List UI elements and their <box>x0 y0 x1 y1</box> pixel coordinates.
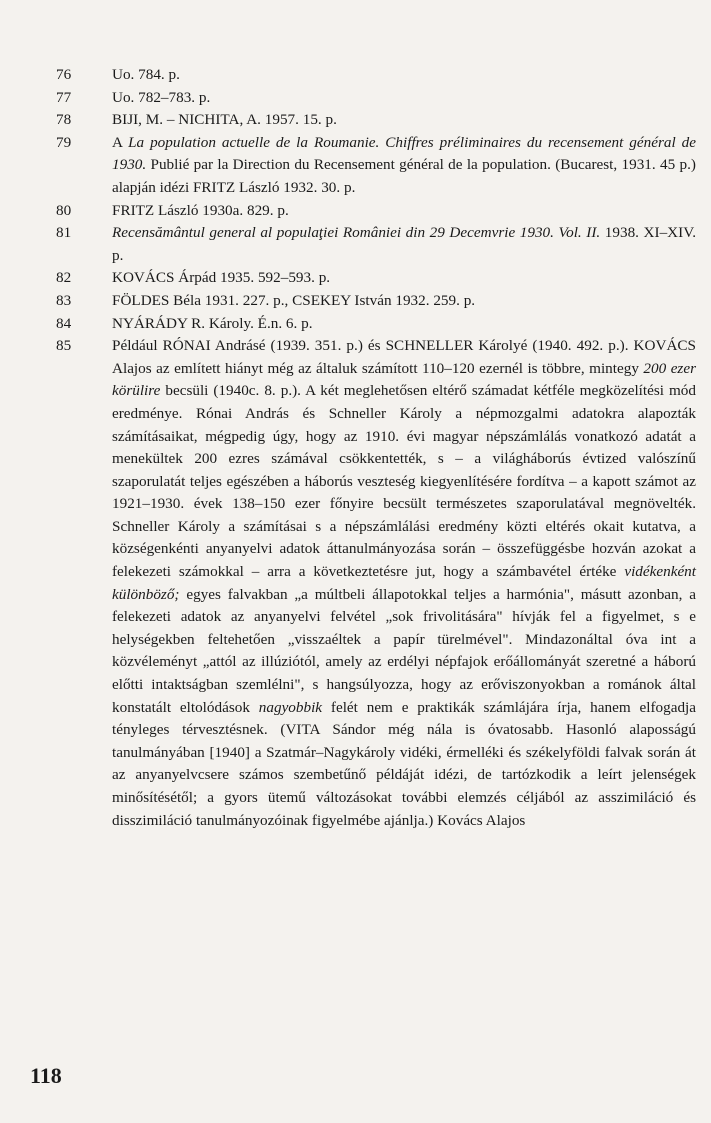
footnote-text <box>112 132 696 200</box>
footnote-85 <box>56 335 696 832</box>
footnote-italic-text: La population actuelle de la Roumanie. Chiffres préliminaires du recensement général de 1930. <box>112 133 696 174</box>
footnote-text-run: Publié par la Direction du Recensement général de la population. (Bucarest, 1931. 45 p.) alapján idézi FRITZ László 1932. 30. p. <box>112 156 696 196</box>
footnote-number: 82 <box>56 269 72 287</box>
footnote-84 <box>56 313 696 336</box>
footnote-italic-text: vidékenként különböző; <box>112 563 696 603</box>
footnote-text-run: Uo. 782–783. p. <box>112 88 211 106</box>
footnote-number: 83 <box>56 291 72 309</box>
footnote-number: 80 <box>56 201 72 219</box>
footnote-76 <box>56 64 696 87</box>
footnote-text <box>112 64 696 87</box>
footnote-text <box>112 222 696 267</box>
footnote-text <box>112 109 696 132</box>
footnote-text <box>112 335 696 832</box>
footnotes-list <box>56 64 696 832</box>
footnote-text-run: becsüli (1940c. 8. p.). A két meglehetősen eltérő számadat kétféle megközelítési mód eredménye. Rónai András és Schneller Károly a népmozgalmi adatokra alapozták számításaikat, mégpedig úgy, hogy az 1910. évi magyar népszámlálás vonatkozó adatát a menekültek 200 ezres számával csökkentették, s – a világháborús évtized valószínű szaporulatát teljes egészében a háborús veszteség kiegyenlítésére fordítva – a kapott számot az 1921–1930. évek 138–150 ezer főnyire becsült természetes szaporulatával megnövelték. Schneller Károly a számításai s a népszámlálási eredmény közti eltérés okait kutatva, a községenkénti anyanyelvi adatok áttanulmányozása során – összefüggésbe hozván azokat a felekezeti számokkal – arra a következtetésre jut, hogy a számbavétel értéke <box>112 382 696 581</box>
footnote-text-run: KOVÁCS Árpád 1935. 592–593. p. <box>112 269 331 287</box>
footnote-81 <box>56 222 696 267</box>
footnote-text-run: Uo. 784. p. <box>112 66 180 83</box>
footnote-text <box>112 267 696 290</box>
footnote-text <box>112 200 696 223</box>
footnote-text-run: BIJI, M. – NICHITA, A. 1957. 15. p. <box>112 111 337 129</box>
footnote-83 <box>56 290 696 313</box>
footnote-text-run: Például RÓNAI Andrásé (1939. 351. p.) és SCHNELLER Károlyé (1940. 492. p.). KOVÁCS Alajos az említett hiányt még az általuk számított 110–120 ezernél is többre, mintegy <box>112 337 696 377</box>
footnote-78 <box>56 109 696 132</box>
footnote-80 <box>56 200 696 223</box>
footnote-79 <box>56 132 696 200</box>
footnote-italic-text: 200 ezer körülire <box>112 359 696 400</box>
footnote-text-run: FÖLDES Béla 1931. 227. p., CSEKEY István 1932. 259. p. <box>112 291 476 309</box>
footnote-italic-text: Recensământul general al populaţiei României din 29 Decemvrie 1930. Vol. II. <box>112 224 601 242</box>
footnote-text-run: 1938. XI–XIV. p. <box>112 224 696 264</box>
footnote-text-run: egyes falvakban „a múltbeli állapotokkal teljes a harmónia", másutt azonban, a felekezeti adatok az anyanyelvi felvétel „sok frivolitására" hívják fel a figyelmet, s e helységekben feltehetően „visszaéltek a papír türelmével". Mindazonáltal óva int a közvéleményt „attól az illúziótól, amely az erdélyi népfajok erőállományát szeretné a háború előtti intaktságban szemlélni", s hangsúlyozza, hogy az erőviszonyokban a románok által konstatált eltolódások <box>112 585 696 716</box>
page-number: 118 <box>30 1063 62 1088</box>
footnote-77 <box>56 87 696 110</box>
footnote-number: 84 <box>56 314 72 332</box>
footnote-number: 76 <box>56 66 72 83</box>
footnote-number: 79 <box>56 133 72 151</box>
footnote-number: 77 <box>56 88 72 106</box>
footnote-number: 78 <box>56 111 72 129</box>
footnote-text-run: A <box>112 133 129 151</box>
footnote-text <box>112 87 696 110</box>
footnote-number: 85 <box>56 337 72 355</box>
footnote-text <box>112 313 696 336</box>
footnote-italic-text: nagyobbik <box>258 698 323 716</box>
footnote-text-run: felét nem e praktikák számlájára írja, hanem elfogadja tényleges térvesztésnek. (VITA Sándor még nála is óvatosabb. Hasonló alaposságú tanulmányában [1940] a Szatmár–Nagykároly vidéki, érmelléki és székelyföldi falvak során át az anyanyelvcsere számos szembetűnő példáját idézi, de tartózkodik a leírt jelenségek minősítésétől; a gyors ütemű változásokat további elemzés céljából az asszimiláció és disszimiláció tanulmányozóinak figyelmébe ajánlja.) Kovács Alajos <box>112 698 696 829</box>
footnote-text-run: NYÁRÁDY R. Károly. É.n. 6. p. <box>112 314 313 332</box>
footnote-number: 81 <box>56 224 72 242</box>
footnote-text <box>112 290 696 313</box>
footnote-text-run: FRITZ László 1930a. 829. p. <box>112 201 289 219</box>
footnote-82 <box>56 267 696 290</box>
